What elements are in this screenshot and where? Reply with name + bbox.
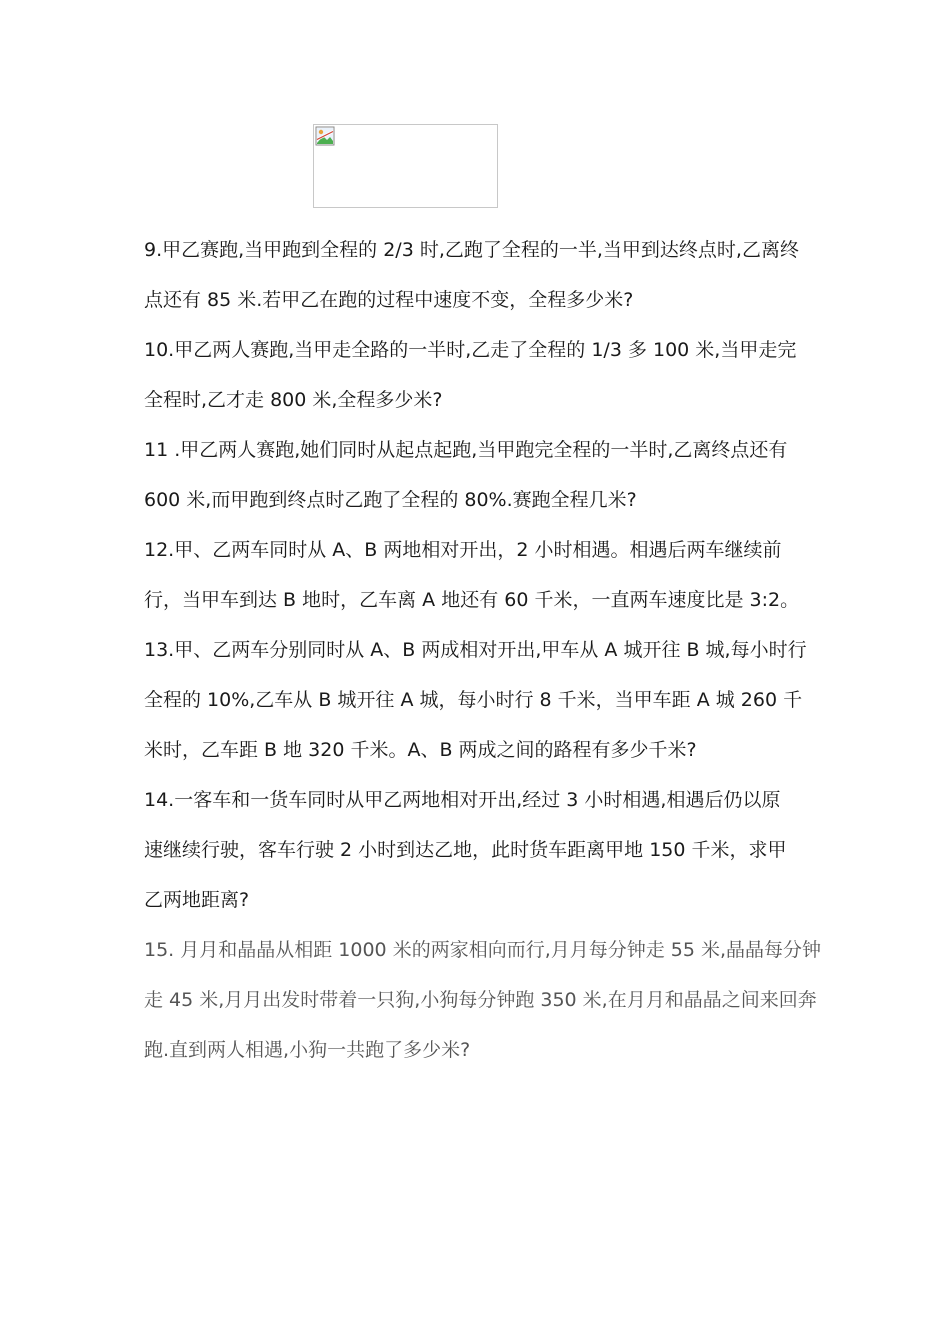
problem-line: 走 45 米,月月出发时带着一只狗,小狗每分钟跑 350 米,在月月和晶晶之间来回奔: [144, 989, 817, 1011]
problem-line: 米时，乙车距 B 地 320 千米。A、B 两成之间的路程有多少千米?: [144, 739, 697, 761]
problem-line: 13.甲、乙两车分别同时从 A、B 两成相对开出,甲车从 A 城开往 B 城,每小时行: [144, 639, 807, 661]
problem-line: 9.甲乙赛跑,当甲跑到全程的 2/3 时,乙跑了全程的一半,当甲到达终点时,乙离终: [144, 239, 799, 261]
problem-9: [144, 225, 824, 325]
broken-image-placeholder: [313, 124, 498, 208]
problem-line: 全程时,乙才走 800 米,全程多少米?: [144, 389, 443, 411]
problem-line: 速继续行驶，客车行驶 2 小时到达乙地，此时货车距离甲地 150 千米，求甲: [144, 839, 787, 861]
problem-line: 15. 月月和晶晶从相距 1000 米的两家相向而行,月月每分钟走 55 米,晶晶每分钟: [144, 939, 822, 961]
problem-14: [144, 775, 824, 925]
problem-line: 乙两地距离?: [144, 889, 250, 911]
problem-10: [144, 325, 824, 425]
problem-line: 全程的 10%,乙车从 B 城开往 A 城，每小时行 8 千米，当甲车距 A 城 260 千: [144, 689, 803, 711]
problem-line: 600 米,而甲跑到终点时乙跑了全程的 80%.赛跑全程几米?: [144, 489, 637, 511]
broken-image-icon: [315, 126, 335, 146]
problem-line: 14.一客车和一货车同时从甲乙两地相对开出,经过 3 小时相遇,相遇后仍以原: [144, 789, 781, 811]
problem-line: 跑.直到两人相遇,小狗一共跑了多少米?: [144, 1039, 471, 1061]
problem-line: 11 .甲乙两人赛跑,她们同时从起点起跑,当甲跑完全程的一半时,乙离终点还有: [144, 439, 788, 461]
problem-line: 点还有 85 米.若甲乙在跑的过程中速度不变，全程多少米?: [144, 289, 634, 311]
problem-list: [144, 225, 824, 1075]
problem-line: 12.甲、乙两车同时从 A、B 两地相对开出，2 小时相遇。相遇后两车继续前: [144, 539, 782, 561]
problem-11: [144, 425, 824, 525]
problem-12: [144, 525, 824, 625]
problem-15: [144, 925, 824, 1075]
problem-line: 行，当甲车到达 B 地时，乙车离 A 地还有 60 千米，一直两车速度比是 3:2。: [144, 589, 800, 611]
problem-line: 10.甲乙两人赛跑,当甲走全路的一半时,乙走了全程的 1/3 多 100 米,当甲走完: [144, 339, 797, 361]
problem-13: [144, 625, 824, 775]
